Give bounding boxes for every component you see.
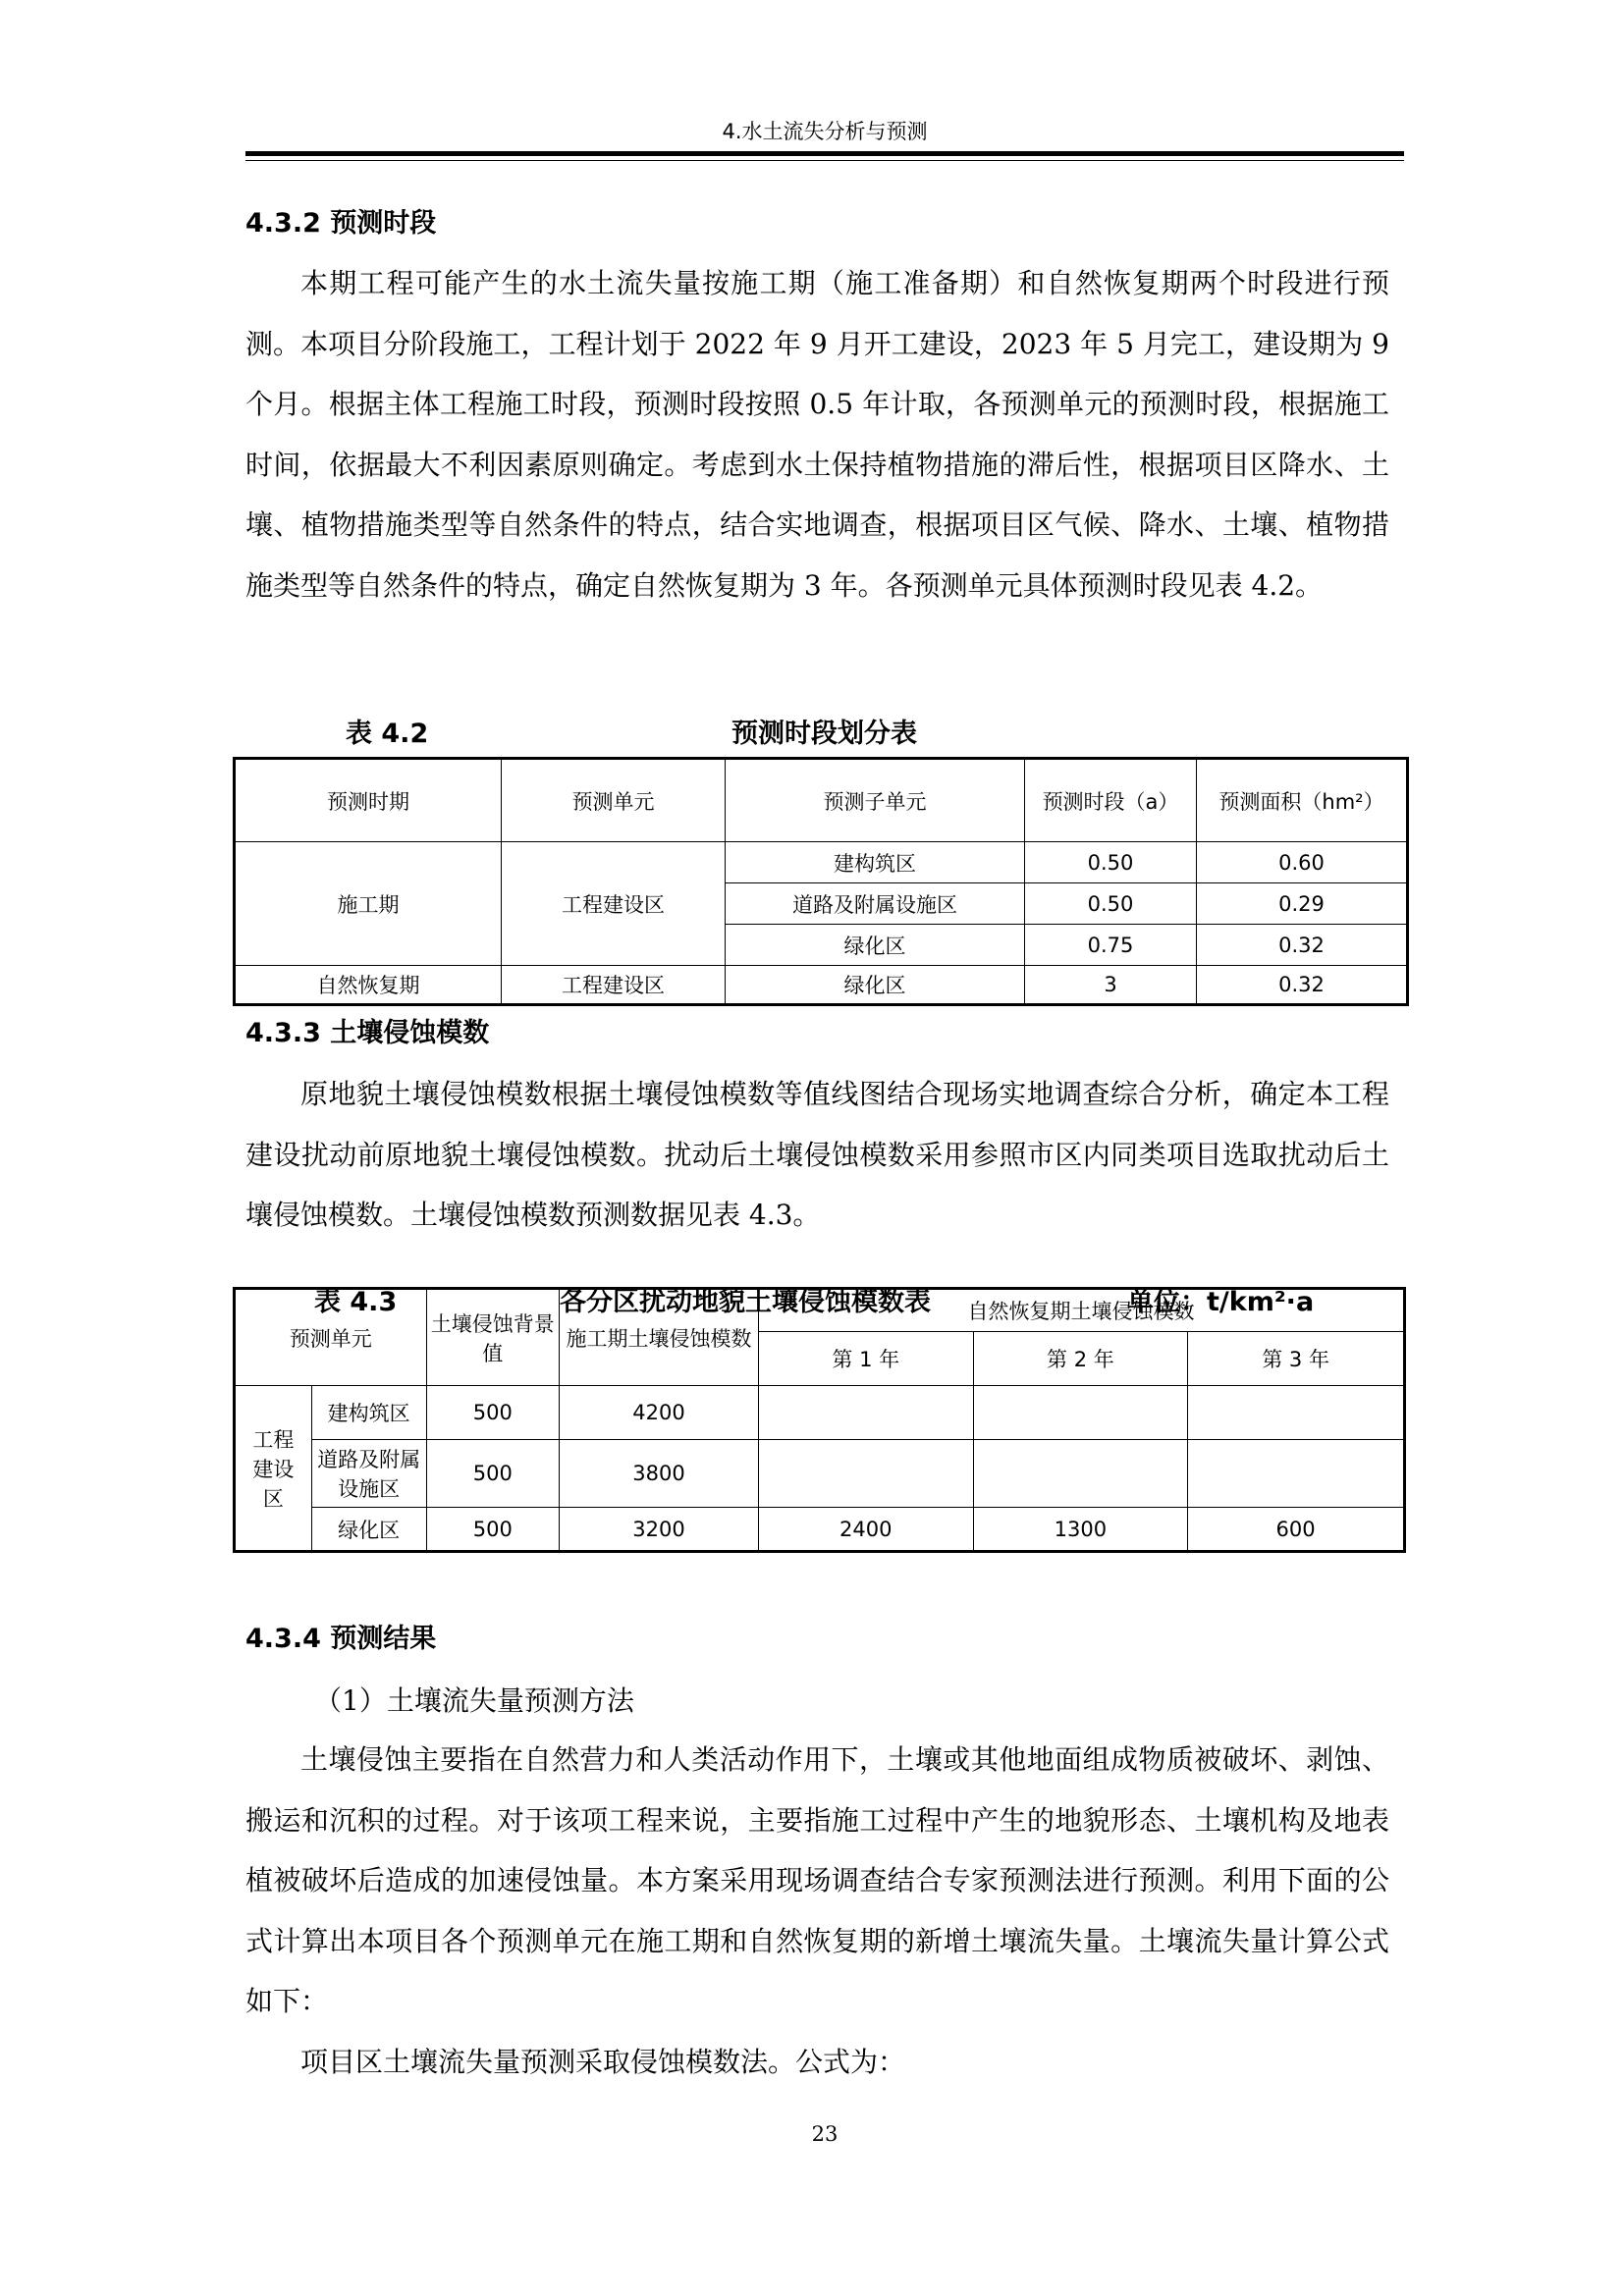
section-heading-433: 4.3.3 土壤侵蚀模数 <box>245 1018 490 1048</box>
table-42-area-cell: 0.32 <box>1197 925 1408 966</box>
table-42-period-cell: 施工期 <box>235 842 502 966</box>
table-43-header-unit: 预测单元 <box>235 1289 427 1386</box>
paragraph-434-formula-intro: 项目区土壤流失量预测采取侵蚀模数法。公式为： <box>300 2046 906 2078</box>
table-43-construction-cell: 3800 <box>560 1440 759 1508</box>
paragraph-433: 原地貌土壤侵蚀模数根据土壤侵蚀模数等值线图结合现场实地调查综合分析，确定本工程建设扰动前原地貌土壤侵蚀模数。扰动后土壤侵蚀模数采用参照市区内同类项目选取扰动后土壤侵蚀模数。土壤侵蚀模数预测数据见表 4.3。 <box>245 1078 1389 1231</box>
table-42 <box>233 757 1409 1006</box>
table-row <box>235 1386 1405 1440</box>
table-43-y1-cell: 2400 <box>758 1508 973 1552</box>
running-header: 4.水土流失分析与预测 <box>722 120 928 143</box>
table-43-y2-cell: 1300 <box>973 1508 1188 1552</box>
table-42-duration-cell: 3 <box>1025 966 1197 1005</box>
header-rule-thick <box>245 151 1404 156</box>
table-43-y3-cell: 600 <box>1188 1508 1405 1552</box>
table-43-header-year3: 第 3 年 <box>1188 1332 1405 1386</box>
table-row <box>235 1508 1405 1552</box>
table-43-construction-cell: 3200 <box>560 1508 759 1552</box>
table-42-period-cell: 自然恢复期 <box>235 966 502 1005</box>
table-43-y2-cell <box>973 1386 1188 1440</box>
table-42-title: 预测时段划分表 <box>731 719 917 749</box>
table-42-area-cell: 0.60 <box>1197 842 1408 883</box>
table-42-sub-cell: 绿化区 <box>726 966 1025 1005</box>
table-43-y2-cell <box>973 1440 1188 1508</box>
table-43-y3-cell <box>1188 1440 1405 1508</box>
table-42-header-sub: 预测子单元 <box>726 759 1025 842</box>
table-43-header-construction: 施工期土壤侵蚀模数 <box>560 1289 759 1386</box>
section-heading-432: 4.3.2 预测时段 <box>245 208 437 239</box>
table-42-duration-cell: 0.75 <box>1025 925 1197 966</box>
table-43-name-cell: 道路及附属设施区 <box>311 1440 426 1508</box>
table-42-header-area: 预测面积（hm²） <box>1197 759 1408 842</box>
paragraph-432: 本期工程可能产生的水土流失量按施工期（施工准备期）和自然恢复期两个时段进行预测。本项目分阶段施工，工程计划于 2022 年 9 月开工建设，2023 年 5 月完工，建设期为 9 个月。根据主体工程施工时段，预测时段按照 0.5 年计取，各预测单元的预测时段，根据施工时间，依据最大不利因素原则确定。考虑到水土保持植物措施的滞后性，根据项目区降水、土壤、植物措施类型等自然条件的特点，结合实地调查，根据项目区气候、降水、土壤、植物措施类型等自然条件的特点，确定自然恢复期为 3 年。各预测单元具体预测时段见表 4.2。 <box>245 267 1389 602</box>
table-row <box>235 966 1408 1005</box>
table-42-header-duration: 预测时段（a） <box>1025 759 1197 842</box>
table-43-background-cell: 500 <box>426 1508 560 1552</box>
table-43-title: 各分区扰动地貌土壤侵蚀模数表 <box>560 1287 931 1317</box>
table-42-area-cell: 0.29 <box>1197 883 1408 925</box>
subheading-434-method: （1）土壤流失量预测方法 <box>314 1684 634 1717</box>
table-43 <box>233 1287 1406 1553</box>
table-43-y3-cell <box>1188 1386 1405 1440</box>
table-43-header-background: 土壤侵蚀背景值 <box>426 1289 560 1386</box>
paragraph-434: 土壤侵蚀主要指在自然营力和人类活动作用下，土壤或其他地面组成物质被破坏、剥蚀、搬运和沉积的过程。对于该项工程来说，主要指施工过程中产生的地貌形态、土壤机构及地表植被破坏后造成的加速侵蚀量。本方案采用现场调查结合专家预测法进行预测。利用下面的公式计算出本项目各个预测单元在施工期和自然恢复期的新增土壤流失量。土壤流失量计算公式如下： <box>245 1743 1389 2017</box>
table-43-header-row-1 <box>235 1289 1405 1332</box>
table-43-name-cell: 绿化区 <box>311 1508 426 1552</box>
table-42-sub-cell: 道路及附属设施区 <box>726 883 1025 925</box>
table-42-header-row <box>235 759 1408 842</box>
table-42-unit-cell: 工程建设区 <box>502 842 726 966</box>
table-43-y1-cell <box>758 1386 973 1440</box>
table-43-group-cell: 工程建设区 <box>235 1386 312 1552</box>
table-43-header-recovery: 自然恢复期土壤侵蚀模数 <box>758 1289 1404 1332</box>
table-42-area-cell: 0.32 <box>1197 966 1408 1005</box>
table-42-duration-cell: 0.50 <box>1025 883 1197 925</box>
table-row <box>235 1440 1405 1508</box>
header-rule-thin <box>245 160 1404 161</box>
table-43-unit: 单位：t/km²·a <box>1127 1287 1315 1317</box>
page-number: 23 <box>811 2122 839 2146</box>
table-42-duration-cell: 0.50 <box>1025 842 1197 883</box>
table-42-unit-cell: 工程建设区 <box>502 966 726 1005</box>
table-42-sub-cell: 绿化区 <box>726 925 1025 966</box>
table-43-name-cell: 建构筑区 <box>311 1386 426 1440</box>
table-42-sub-cell: 建构筑区 <box>726 842 1025 883</box>
section-heading-434: 4.3.4 预测结果 <box>245 1624 437 1654</box>
table-43-header-year1: 第 1 年 <box>758 1332 973 1386</box>
table-43-header-year2: 第 2 年 <box>973 1332 1188 1386</box>
table-43-label: 表 4.3 <box>314 1287 398 1317</box>
table-42-header-unit: 预测单元 <box>502 759 726 842</box>
table-43-y1-cell <box>758 1440 973 1508</box>
table-row <box>235 842 1408 883</box>
table-42-label: 表 4.2 <box>346 719 429 749</box>
table-43-construction-cell: 4200 <box>560 1386 759 1440</box>
table-43-background-cell: 500 <box>426 1386 560 1440</box>
table-42-header-period: 预测时期 <box>235 759 502 842</box>
table-43-background-cell: 500 <box>426 1440 560 1508</box>
